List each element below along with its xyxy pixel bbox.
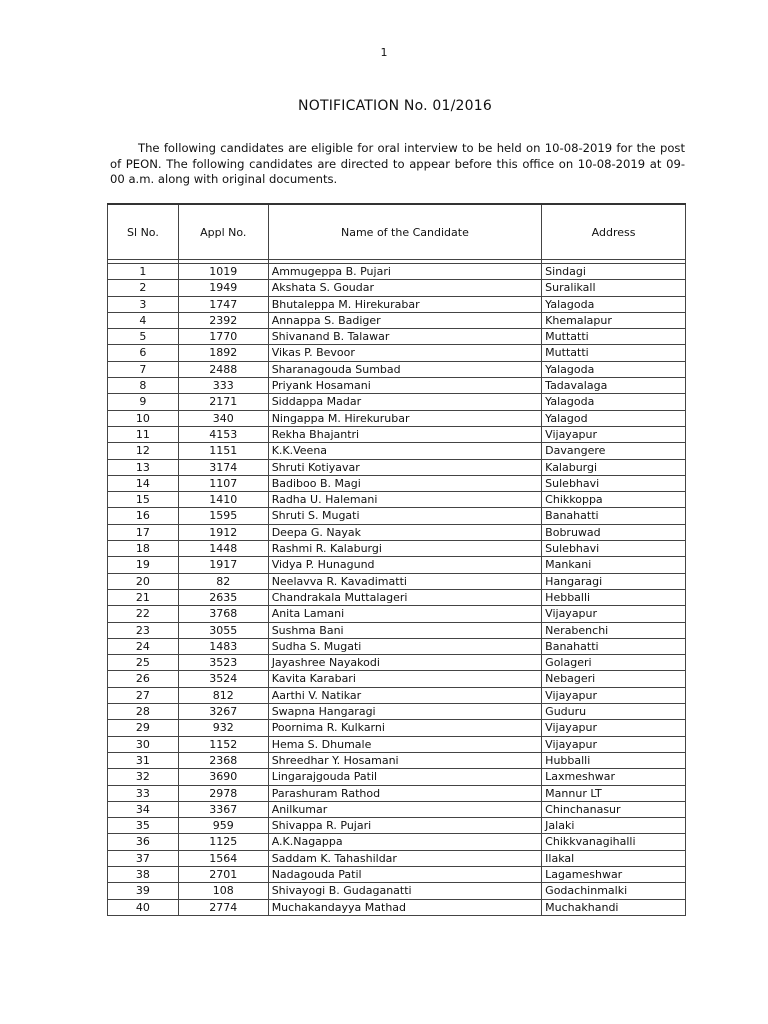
table-row <box>108 850 686 866</box>
cell-sl-no: 7 <box>108 361 179 377</box>
table-row <box>108 801 686 817</box>
table-body <box>108 264 686 916</box>
cell-sl-no: 18 <box>108 541 179 557</box>
cell-appl-no: 3523 <box>178 655 268 671</box>
cell-address: Yalagoda <box>542 296 686 312</box>
cell-address: Godachinmalki <box>542 883 686 899</box>
table-row <box>108 866 686 882</box>
cell-sl-no: 22 <box>108 606 179 622</box>
table-row <box>108 329 686 345</box>
cell-sl-no: 24 <box>108 638 179 654</box>
cell-candidate-name: Lingarajgouda Patil <box>268 769 541 785</box>
table-row <box>108 573 686 589</box>
table-header-row <box>108 204 686 260</box>
cell-address: Guduru <box>542 704 686 720</box>
cell-candidate-name: Annappa S. Badiger <box>268 312 541 328</box>
cell-sl-no: 15 <box>108 492 179 508</box>
table-row <box>108 671 686 687</box>
cell-appl-no: 2978 <box>178 785 268 801</box>
cell-sl-no: 37 <box>108 850 179 866</box>
cell-address: Jalaki <box>542 818 686 834</box>
cell-appl-no: 1151 <box>178 443 268 459</box>
cell-sl-no: 35 <box>108 818 179 834</box>
cell-candidate-name: Swapna Hangaragi <box>268 704 541 720</box>
cell-appl-no: 3367 <box>178 801 268 817</box>
cell-address: Mankani <box>542 557 686 573</box>
cell-appl-no: 3055 <box>178 622 268 638</box>
cell-sl-no: 2 <box>108 280 179 296</box>
cell-candidate-name: Bhutaleppa M. Hirekurabar <box>268 296 541 312</box>
cell-candidate-name: Sushma Bani <box>268 622 541 638</box>
cell-address: Sulebhavi <box>542 475 686 491</box>
cell-appl-no: 3690 <box>178 769 268 785</box>
cell-sl-no: 13 <box>108 459 179 475</box>
table-row <box>108 720 686 736</box>
cell-address: Yalagod <box>542 410 686 426</box>
cell-candidate-name: Chandrakala Muttalageri <box>268 589 541 605</box>
cell-address: Hubballi <box>542 752 686 768</box>
table-row <box>108 736 686 752</box>
cell-appl-no: 2701 <box>178 866 268 882</box>
cell-appl-no: 3768 <box>178 606 268 622</box>
table-row <box>108 557 686 573</box>
cell-candidate-name: Saddam K. Tahashildar <box>268 850 541 866</box>
cell-sl-no: 16 <box>108 508 179 524</box>
cell-candidate-name: Sharanagouda Sumbad <box>268 361 541 377</box>
cell-appl-no: 1770 <box>178 329 268 345</box>
header-sl-no: Sl No. <box>108 204 179 260</box>
cell-candidate-name: Jayashree Nayakodi <box>268 655 541 671</box>
cell-address: Lagameshwar <box>542 866 686 882</box>
table-row <box>108 492 686 508</box>
cell-address: Chikkvanagihalli <box>542 834 686 850</box>
cell-candidate-name: Kavita Karabari <box>268 671 541 687</box>
table-row <box>108 508 686 524</box>
cell-address: Ilakal <box>542 850 686 866</box>
cell-candidate-name: Anita Lamani <box>268 606 541 622</box>
cell-appl-no: 1747 <box>178 296 268 312</box>
cell-sl-no: 27 <box>108 687 179 703</box>
cell-address: Vijayapur <box>542 426 686 442</box>
cell-appl-no: 2392 <box>178 312 268 328</box>
cell-sl-no: 34 <box>108 801 179 817</box>
cell-sl-no: 39 <box>108 883 179 899</box>
cell-address: Muttatti <box>542 329 686 345</box>
table-row <box>108 834 686 850</box>
table-row <box>108 426 686 442</box>
cell-appl-no: 1949 <box>178 280 268 296</box>
cell-address: Muchakhandi <box>542 899 686 915</box>
cell-appl-no: 333 <box>178 378 268 394</box>
cell-sl-no: 12 <box>108 443 179 459</box>
cell-appl-no: 812 <box>178 687 268 703</box>
table-row <box>108 280 686 296</box>
cell-candidate-name: Aarthi V. Natikar <box>268 687 541 703</box>
page-number: 1 <box>380 46 388 59</box>
cell-address: Yalagoda <box>542 394 686 410</box>
cell-sl-no: 38 <box>108 866 179 882</box>
cell-candidate-name: Sudha S. Mugati <box>268 638 541 654</box>
header-address: Address <box>542 204 686 260</box>
cell-appl-no: 1152 <box>178 736 268 752</box>
cell-sl-no: 3 <box>108 296 179 312</box>
cell-appl-no: 1892 <box>178 345 268 361</box>
table-row <box>108 296 686 312</box>
cell-candidate-name: Rekha Bhajantri <box>268 426 541 442</box>
header-appl-no: Appl No. <box>178 204 268 260</box>
cell-address: Tadavalaga <box>542 378 686 394</box>
intro-paragraph <box>110 141 685 188</box>
cell-candidate-name: Neelavva R. Kavadimatti <box>268 573 541 589</box>
cell-sl-no: 21 <box>108 589 179 605</box>
cell-sl-no: 14 <box>108 475 179 491</box>
table-row <box>108 361 686 377</box>
cell-appl-no: 3174 <box>178 459 268 475</box>
cell-sl-no: 6 <box>108 345 179 361</box>
cell-sl-no: 23 <box>108 622 179 638</box>
cell-address: Yalagoda <box>542 361 686 377</box>
cell-candidate-name: Poornima R. Kulkarni <box>268 720 541 736</box>
cell-appl-no: 1019 <box>178 264 268 280</box>
table-row <box>108 638 686 654</box>
cell-address: Banahatti <box>542 638 686 654</box>
cell-appl-no: 2774 <box>178 899 268 915</box>
candidates-table <box>107 203 686 916</box>
cell-address: Davangere <box>542 443 686 459</box>
cell-appl-no: 1107 <box>178 475 268 491</box>
table-row <box>108 899 686 915</box>
cell-candidate-name: Siddappa Madar <box>268 394 541 410</box>
cell-address: Khemalapur <box>542 312 686 328</box>
cell-candidate-name: Akshata S. Goudar <box>268 280 541 296</box>
cell-sl-no: 26 <box>108 671 179 687</box>
cell-appl-no: 932 <box>178 720 268 736</box>
cell-candidate-name: Shruti S. Mugati <box>268 508 541 524</box>
table-row <box>108 883 686 899</box>
cell-address: Mannur LT <box>542 785 686 801</box>
cell-appl-no: 82 <box>178 573 268 589</box>
cell-sl-no: 30 <box>108 736 179 752</box>
cell-sl-no: 4 <box>108 312 179 328</box>
cell-sl-no: 25 <box>108 655 179 671</box>
cell-candidate-name: Deepa G. Nayak <box>268 524 541 540</box>
cell-address: Vijayapur <box>542 720 686 736</box>
cell-sl-no: 9 <box>108 394 179 410</box>
cell-appl-no: 1564 <box>178 850 268 866</box>
cell-address: Muttatti <box>542 345 686 361</box>
table-row <box>108 655 686 671</box>
cell-sl-no: 1 <box>108 264 179 280</box>
cell-address: Vijayapur <box>542 736 686 752</box>
cell-appl-no: 2635 <box>178 589 268 605</box>
cell-appl-no: 1917 <box>178 557 268 573</box>
cell-sl-no: 11 <box>108 426 179 442</box>
cell-candidate-name: Ammugeppa B. Pujari <box>268 264 541 280</box>
cell-candidate-name: Anilkumar <box>268 801 541 817</box>
table-row <box>108 589 686 605</box>
cell-address: Banahatti <box>542 508 686 524</box>
cell-address: Vijayapur <box>542 687 686 703</box>
cell-candidate-name: Shruti Kotiyavar <box>268 459 541 475</box>
table-row <box>108 312 686 328</box>
cell-address: Sindagi <box>542 264 686 280</box>
cell-sl-no: 31 <box>108 752 179 768</box>
cell-appl-no: 2171 <box>178 394 268 410</box>
cell-appl-no: 3267 <box>178 704 268 720</box>
cell-candidate-name: Shreedhar Y. Hosamani <box>268 752 541 768</box>
cell-appl-no: 4153 <box>178 426 268 442</box>
table-row <box>108 622 686 638</box>
cell-candidate-name: Priyank Hosamani <box>268 378 541 394</box>
cell-appl-no: 1595 <box>178 508 268 524</box>
cell-candidate-name: Shivayogi B. Gudaganatti <box>268 883 541 899</box>
table-row <box>108 687 686 703</box>
cell-appl-no: 340 <box>178 410 268 426</box>
cell-candidate-name: Nadagouda Patil <box>268 866 541 882</box>
table-row <box>108 378 686 394</box>
cell-candidate-name: Vidya P. Hunagund <box>268 557 541 573</box>
cell-sl-no: 10 <box>108 410 179 426</box>
cell-sl-no: 29 <box>108 720 179 736</box>
cell-address: Hangaragi <box>542 573 686 589</box>
cell-sl-no: 33 <box>108 785 179 801</box>
table-row <box>108 443 686 459</box>
cell-address: Bobruwad <box>542 524 686 540</box>
table-row <box>108 459 686 475</box>
cell-appl-no: 1125 <box>178 834 268 850</box>
cell-candidate-name: K.K.Veena <box>268 443 541 459</box>
cell-address: Nebageri <box>542 671 686 687</box>
cell-address: Sulebhavi <box>542 541 686 557</box>
cell-sl-no: 5 <box>108 329 179 345</box>
cell-candidate-name: A.K.Nagappa <box>268 834 541 850</box>
cell-sl-no: 20 <box>108 573 179 589</box>
cell-address: Chinchanasur <box>542 801 686 817</box>
cell-appl-no: 2488 <box>178 361 268 377</box>
cell-candidate-name: Muchakandayya Mathad <box>268 899 541 915</box>
cell-candidate-name: Parashuram Rathod <box>268 785 541 801</box>
cell-address: Hebballi <box>542 589 686 605</box>
cell-address: Kalaburgi <box>542 459 686 475</box>
cell-candidate-name: Shivappa R. Pujari <box>268 818 541 834</box>
cell-candidate-name: Ningappa M. Hirekurubar <box>268 410 541 426</box>
table-row <box>108 818 686 834</box>
cell-sl-no: 32 <box>108 769 179 785</box>
cell-sl-no: 40 <box>108 899 179 915</box>
table-row <box>108 524 686 540</box>
cell-address: Nerabenchi <box>542 622 686 638</box>
cell-address: Chikkoppa <box>542 492 686 508</box>
table-row <box>108 394 686 410</box>
cell-sl-no: 28 <box>108 704 179 720</box>
table-row <box>108 264 686 280</box>
cell-candidate-name: Radha U. Halemani <box>268 492 541 508</box>
cell-candidate-name: Vikas P. Bevoor <box>268 345 541 361</box>
table-row <box>108 752 686 768</box>
cell-appl-no: 1410 <box>178 492 268 508</box>
cell-appl-no: 1912 <box>178 524 268 540</box>
cell-candidate-name: Shivanand B. Talawar <box>268 329 541 345</box>
table-row <box>108 704 686 720</box>
cell-candidate-name: Hema S. Dhumale <box>268 736 541 752</box>
table-row <box>108 475 686 491</box>
cell-candidate-name: Badiboo B. Magi <box>268 475 541 491</box>
table-row <box>108 345 686 361</box>
cell-appl-no: 2368 <box>178 752 268 768</box>
cell-appl-no: 1483 <box>178 638 268 654</box>
notification-title: NOTIFICATION No. 01/2016 <box>298 98 492 114</box>
table-row <box>108 410 686 426</box>
cell-candidate-name: Rashmi R. Kalaburgi <box>268 541 541 557</box>
cell-address: Vijayapur <box>542 606 686 622</box>
cell-address: Laxmeshwar <box>542 769 686 785</box>
header-candidate-name: Name of the Candidate <box>268 204 541 260</box>
intro-text: The following candidates are eligible for oral interview to be held on 10-08-2019 for the post of PEON. The following candidates are directed to appear before this office on 10-08-2019 at 09-00 a.m. along with original documents. <box>110 141 685 186</box>
cell-appl-no: 3524 <box>178 671 268 687</box>
cell-sl-no: 36 <box>108 834 179 850</box>
cell-appl-no: 108 <box>178 883 268 899</box>
cell-address: Golageri <box>542 655 686 671</box>
cell-address: Suralikall <box>542 280 686 296</box>
cell-sl-no: 17 <box>108 524 179 540</box>
cell-appl-no: 1448 <box>178 541 268 557</box>
table-row <box>108 785 686 801</box>
cell-sl-no: 19 <box>108 557 179 573</box>
table-row <box>108 769 686 785</box>
cell-appl-no: 959 <box>178 818 268 834</box>
table-row <box>108 606 686 622</box>
cell-sl-no: 8 <box>108 378 179 394</box>
table-row <box>108 541 686 557</box>
